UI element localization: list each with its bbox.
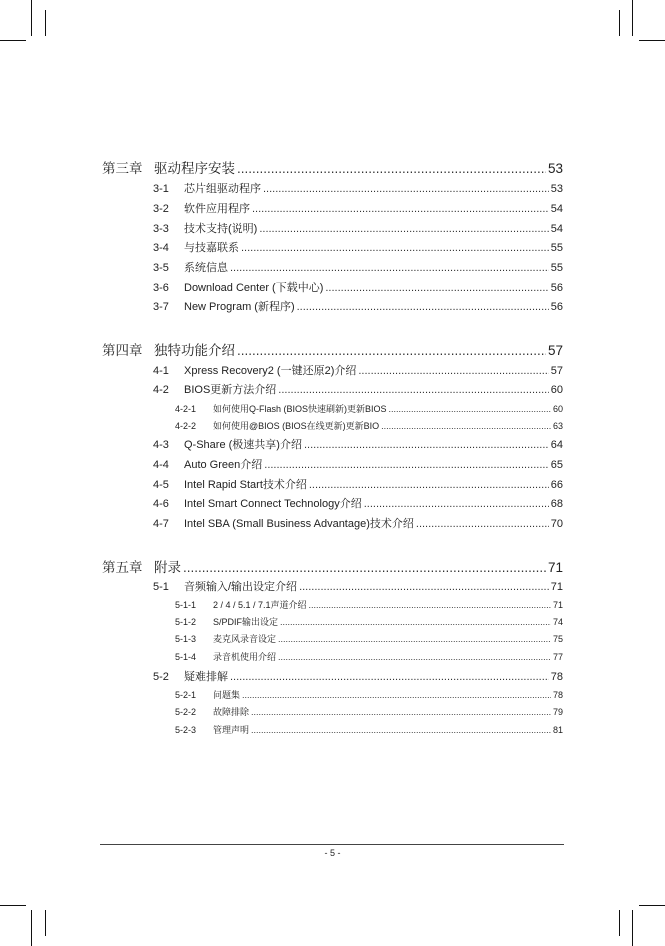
section-page: 64	[550, 439, 563, 451]
section-page: 60	[550, 384, 563, 396]
section-title: 软件应用程序	[184, 203, 250, 215]
subsection-number: 4-2-1	[175, 404, 197, 414]
toc-section[interactable]	[153, 515, 563, 531]
subsection-page: 60	[552, 404, 563, 414]
crop-mark	[619, 910, 620, 936]
dot-leader	[278, 652, 551, 662]
crop-mark	[632, 910, 633, 946]
dot-leader	[251, 725, 551, 735]
section-title: 疑难排解	[184, 671, 228, 683]
subsection-title: 故障排除	[213, 707, 250, 717]
section-number: 4-1	[153, 365, 169, 377]
section-title: Q-Share (极速共享)介绍	[184, 439, 302, 451]
toc-section[interactable]	[153, 381, 563, 397]
subsection-title: 如何使用@BIOS (BIOS在线更新)更新BIO	[213, 421, 380, 431]
section-page: 54	[550, 203, 563, 215]
section-title: Auto Green介绍	[184, 459, 263, 471]
subsection-title: 如何使用Q-Flash (BIOS快速刷新)更新BIOS	[213, 404, 387, 414]
section-page: 65	[550, 459, 563, 471]
subsection-title: 问题集	[213, 690, 241, 700]
dot-leader	[237, 161, 546, 176]
dot-leader	[280, 617, 551, 627]
toc-subsection[interactable]	[175, 688, 563, 701]
section-number: 4-2	[153, 384, 169, 396]
crop-mark	[639, 40, 665, 41]
dot-leader	[230, 671, 549, 683]
section-page: 71	[550, 581, 563, 593]
dot-leader	[230, 262, 549, 274]
toc-subsection[interactable]	[175, 615, 563, 628]
dot-leader	[381, 421, 551, 431]
dot-leader	[304, 439, 549, 451]
crop-mark	[31, 0, 32, 36]
subsection-page: 79	[552, 707, 563, 717]
toc-chapter[interactable]	[102, 339, 563, 359]
section-number: 4-4	[153, 459, 169, 471]
section-number: 3-1	[153, 183, 169, 195]
toc-subsection[interactable]	[175, 632, 563, 645]
section-title: Download Center (下载中心)	[184, 282, 324, 294]
section-number: 3-5	[153, 262, 169, 274]
chapter-title: 驱动程序安装	[154, 161, 235, 176]
section-page: 66	[550, 479, 563, 491]
dot-leader	[309, 600, 551, 610]
toc-chapter[interactable]	[102, 157, 563, 177]
toc-section[interactable]	[153, 279, 563, 295]
dot-leader	[416, 518, 549, 530]
subsection-page: 81	[552, 725, 563, 735]
section-title: BIOS更新方法介绍	[184, 384, 277, 396]
section-title: Intel Smart Connect Technology介绍	[184, 498, 362, 510]
toc-section[interactable]	[153, 436, 563, 452]
page-number: - 5 -	[324, 848, 341, 858]
section-number: 3-6	[153, 282, 169, 294]
section-title: 芯片组驱动程序	[184, 183, 261, 195]
subsection-title: 麦克风录音设定	[213, 634, 277, 644]
section-number: 3-3	[153, 223, 169, 235]
subsection-number: 5-1-1	[175, 600, 197, 610]
dot-leader	[364, 498, 549, 510]
section-page: 56	[550, 301, 563, 313]
dot-leader	[278, 634, 551, 644]
toc-section[interactable]	[153, 495, 563, 511]
chapter-page: 71	[547, 560, 563, 575]
toc-subsection[interactable]	[175, 705, 563, 718]
toc-section[interactable]	[153, 220, 563, 236]
subsection-number: 5-2-1	[175, 690, 197, 700]
section-page: 54	[550, 223, 563, 235]
subsection-page: 63	[552, 421, 563, 431]
toc-chapter[interactable]	[102, 556, 563, 576]
toc-section[interactable]	[153, 180, 563, 196]
toc-subsection[interactable]	[175, 419, 563, 432]
crop-mark	[632, 0, 633, 36]
section-number: 4-5	[153, 479, 169, 491]
toc-section[interactable]	[153, 476, 563, 492]
subsection-page: 77	[552, 652, 563, 662]
subsection-number: 5-1-3	[175, 634, 197, 644]
toc-subsection[interactable]	[175, 650, 563, 663]
section-page: 55	[550, 242, 563, 254]
subsection-title: 管理声明	[213, 725, 250, 735]
dot-leader	[297, 301, 549, 313]
crop-mark	[0, 40, 26, 41]
dot-leader	[259, 223, 548, 235]
toc-section[interactable]	[153, 259, 563, 275]
section-title: Intel SBA (Small Business Advantage)技术介绍	[184, 518, 414, 530]
section-title: 音频输入/输出设定介绍	[184, 581, 298, 593]
chapter-number: 第四章	[102, 343, 143, 358]
section-number: 4-7	[153, 518, 169, 530]
toc-subsection[interactable]	[175, 402, 563, 415]
toc-subsection[interactable]	[175, 723, 563, 736]
footer-rule	[100, 844, 564, 845]
dot-leader	[251, 707, 551, 717]
section-number: 3-7	[153, 301, 169, 313]
crop-mark	[619, 10, 620, 36]
section-title: Intel Rapid Start技术介绍	[184, 479, 307, 491]
subsection-number: 5-2-3	[175, 725, 197, 735]
section-title: New Program (新程序)	[184, 301, 295, 313]
section-title: 技术支持(说明)	[184, 223, 258, 235]
dot-leader	[241, 242, 549, 254]
chapter-title: 附录	[154, 560, 181, 575]
dot-leader	[358, 365, 548, 377]
section-number: 4-3	[153, 439, 169, 451]
dot-leader	[299, 581, 549, 593]
subsection-number: 5-1-4	[175, 652, 197, 662]
toc-section[interactable]	[153, 200, 563, 216]
subsection-page: 78	[552, 690, 563, 700]
crop-mark	[31, 910, 32, 946]
chapter-page: 57	[547, 343, 563, 358]
dot-leader	[309, 479, 549, 491]
crop-mark	[45, 910, 46, 936]
chapter-number: 第三章	[102, 161, 143, 176]
section-page: 78	[550, 671, 563, 683]
section-title: 与技嘉联系	[184, 242, 239, 254]
toc-section[interactable]	[153, 239, 563, 255]
section-page: 70	[550, 518, 563, 530]
subsection-number: 5-2-2	[175, 707, 197, 717]
section-title: 系统信息	[184, 262, 228, 274]
section-page: 56	[550, 282, 563, 294]
dot-leader	[252, 203, 549, 215]
subsection-title: 录音机使用介绍	[213, 652, 277, 662]
section-page: 57	[550, 365, 563, 377]
dot-leader	[237, 343, 546, 358]
subsection-page: 74	[552, 617, 563, 627]
toc-subsection[interactable]	[175, 598, 563, 611]
section-number: 5-2	[153, 671, 169, 683]
dot-leader	[278, 384, 548, 396]
subsection-title: 2 / 4 / 5.1 / 7.1声道介绍	[213, 600, 307, 610]
section-page: 55	[550, 262, 563, 274]
section-number: 3-2	[153, 203, 169, 215]
dot-leader	[263, 183, 549, 195]
dot-leader	[325, 282, 548, 294]
dot-leader	[242, 690, 551, 700]
toc-section[interactable]	[153, 456, 563, 472]
crop-mark	[0, 905, 26, 906]
subsection-number: 5-1-2	[175, 617, 197, 627]
section-page: 53	[550, 183, 563, 195]
dot-leader	[183, 560, 546, 575]
subsection-page: 71	[552, 600, 563, 610]
crop-mark	[639, 905, 665, 906]
subsection-number: 4-2-2	[175, 421, 197, 431]
chapter-number: 第五章	[102, 560, 143, 575]
chapter-page: 53	[547, 161, 563, 176]
dot-leader	[264, 459, 548, 471]
section-number: 5-1	[153, 581, 169, 593]
section-page: 68	[550, 498, 563, 510]
toc-section[interactable]	[153, 362, 563, 378]
subsection-title: S/PDIF输出设定	[213, 617, 279, 627]
section-number: 4-6	[153, 498, 169, 510]
toc-section[interactable]	[153, 578, 563, 594]
toc-section[interactable]	[153, 298, 563, 314]
dot-leader	[389, 404, 551, 414]
crop-mark	[45, 10, 46, 36]
chapter-title: 独特功能介绍	[154, 343, 235, 358]
section-title: Xpress Recovery2 (一键还原2)介绍	[184, 365, 357, 377]
section-number: 3-4	[153, 242, 169, 254]
subsection-page: 75	[552, 634, 563, 644]
toc-section[interactable]	[153, 668, 563, 684]
